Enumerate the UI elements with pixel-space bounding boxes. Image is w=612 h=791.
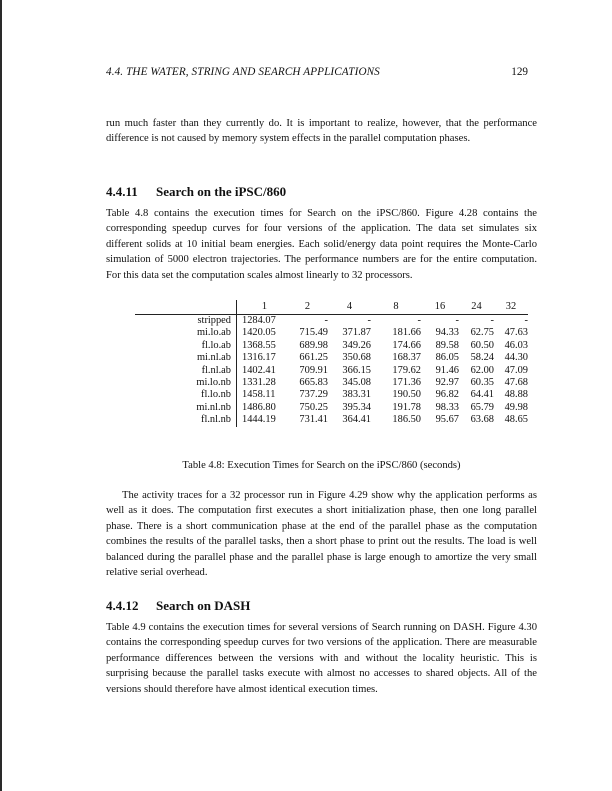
table-cell: 1420.05 bbox=[242, 327, 276, 339]
table-cell: 349.26 bbox=[342, 339, 371, 351]
table-cell: - bbox=[367, 315, 371, 326]
table-cell: 366.15 bbox=[342, 364, 371, 376]
page-number: 129 bbox=[511, 66, 528, 78]
row-label: mi.nl.ab bbox=[135, 352, 237, 364]
running-title: 4.4. THE WATER, STRING AND SEARCH APPLICATIONS bbox=[106, 66, 380, 78]
table-cell: 168.37 bbox=[392, 352, 421, 364]
table-header-row bbox=[135, 300, 528, 315]
table-caption: Table 4.8: Execution Times for Search on the iPSC/860 (seconds) bbox=[182, 460, 461, 471]
table-cell: 1331.28 bbox=[242, 377, 276, 389]
row-label: stripped bbox=[135, 315, 237, 328]
table-cell: 47.68 bbox=[504, 377, 528, 389]
table-cell: 1284.07 bbox=[242, 315, 276, 326]
table-row bbox=[135, 402, 528, 414]
table-row bbox=[135, 414, 528, 426]
page-binding-edge bbox=[0, 0, 2, 791]
table-cell: 94.33 bbox=[435, 327, 459, 339]
column-header: 8 bbox=[393, 301, 399, 312]
table-corner-cell bbox=[135, 300, 237, 315]
column-header: 24 bbox=[471, 301, 482, 312]
paragraph-dash-description: Table 4.9 contains the execution times for several versions of Search running on DASH. Figure 4.30 contains the corresponding speedup curves for two versions of the application. There are measurable performance differences between the versions with and without the locality heuristic. This is surprising because the parallel tasks execute with almost no accesses to shared objects. All of the versions should therefore have almost identical execution times. bbox=[106, 622, 537, 695]
table-cell: 174.66 bbox=[392, 339, 421, 351]
table-row bbox=[135, 340, 528, 352]
table-cell: 191.78 bbox=[392, 401, 421, 413]
table-cell: 731.41 bbox=[299, 414, 328, 426]
row-label: mi.lo.ab bbox=[135, 327, 237, 339]
section-title: Search on DASH bbox=[156, 598, 251, 613]
table-cell: 58.24 bbox=[470, 352, 494, 364]
table-cell: 86.05 bbox=[435, 352, 459, 364]
table-cell: 91.46 bbox=[435, 364, 459, 376]
paragraph-ipsc-description: Table 4.8 contains the execution times for Search on the iPSC/860. Figure 4.28 contains the corresponding speedup curves for four versions of the application. The data set simulates six different solids at 10 initial beam energies. Each solid/energy data point requires the Monte-Carlo simulation of 5000 electron trajectories. The performance numbers are for the entire computation. For this data set the computation scales almost linearly to 32 processors. bbox=[106, 208, 537, 281]
table-cell: 62.00 bbox=[470, 364, 494, 376]
table-cell: 92.97 bbox=[435, 377, 459, 389]
table-cell: 171.36 bbox=[392, 377, 421, 389]
table-cell: 665.83 bbox=[299, 377, 328, 389]
table-cell: 46.03 bbox=[504, 339, 528, 351]
row-label: fl.nl.ab bbox=[135, 365, 237, 377]
table-cell: 186.50 bbox=[392, 414, 421, 426]
table-cell: 661.25 bbox=[299, 352, 328, 364]
column-header: 4 bbox=[346, 301, 353, 312]
table-cell: 395.34 bbox=[342, 401, 371, 413]
paragraph-activity-traces: The activity traces for a 32 processor run in Figure 4.29 show why the application performs as well as it does. The computation first executes a short initialization phase, then one long parallel phase. There is a short communication phase at the end of the parallel phase as the computation combines the results of the parallel tasks, then a short phase to print out the results. The load is well balanced during the parallel phase and the parallel phase is large enough to amortize the very small relative serial overhead. bbox=[106, 490, 537, 579]
table-cell: 98.33 bbox=[435, 401, 459, 413]
table-cell: 65.79 bbox=[470, 401, 494, 413]
section-number: 4.4.11 bbox=[106, 184, 138, 199]
table-cell: 47.09 bbox=[504, 364, 528, 376]
table-cell: 1444.19 bbox=[242, 414, 276, 426]
table-cell: 48.65 bbox=[504, 414, 528, 426]
table-cell: - bbox=[455, 315, 459, 326]
table-cell: 181.66 bbox=[392, 327, 421, 339]
table-cell: 190.50 bbox=[392, 389, 421, 401]
running-header bbox=[106, 66, 528, 82]
table-cell: 48.88 bbox=[504, 389, 528, 401]
execution-times-table bbox=[135, 300, 528, 427]
table-row bbox=[135, 315, 528, 328]
table-row bbox=[135, 389, 528, 401]
table-cell: - bbox=[524, 315, 528, 326]
table-cell: 1368.55 bbox=[242, 339, 276, 351]
table-cell: 689.98 bbox=[299, 339, 328, 351]
table-cell: 60.50 bbox=[470, 339, 494, 351]
table-cell: 44.30 bbox=[504, 352, 528, 364]
table-cell: 47.63 bbox=[504, 327, 528, 339]
table-cell: 383.31 bbox=[342, 389, 371, 401]
table-row bbox=[135, 377, 528, 389]
table-cell: 64.41 bbox=[470, 389, 494, 401]
table-row bbox=[135, 365, 528, 377]
table-row bbox=[135, 327, 528, 339]
table-cell: 96.82 bbox=[435, 389, 459, 401]
table-cell: 63.68 bbox=[470, 414, 494, 426]
section-heading-dash bbox=[106, 598, 537, 614]
section-heading-ipsc bbox=[106, 184, 537, 200]
table-cell: 345.08 bbox=[342, 377, 371, 389]
table-cell: - bbox=[324, 315, 328, 326]
table-cell: 1316.17 bbox=[242, 352, 276, 364]
row-label: mi.lo.nb bbox=[135, 377, 237, 389]
table-cell: 179.62 bbox=[392, 364, 421, 376]
column-header: 2 bbox=[304, 301, 311, 312]
column-header: 32 bbox=[505, 301, 517, 312]
table-cell: 737.29 bbox=[299, 389, 328, 401]
table-cell: 371.87 bbox=[342, 327, 371, 339]
table-cell: 60.35 bbox=[470, 377, 494, 389]
row-label: fl.lo.nb bbox=[135, 389, 237, 401]
section-title: Search on the iPSC/860 bbox=[156, 184, 287, 199]
table-cell: 350.68 bbox=[342, 352, 371, 364]
column-header: 1 bbox=[261, 301, 268, 312]
row-label: fl.lo.ab bbox=[135, 340, 237, 352]
table-cell: 750.25 bbox=[299, 401, 328, 413]
table-cell: 715.49 bbox=[299, 327, 328, 339]
column-header: 16 bbox=[434, 301, 446, 312]
table-cell: - bbox=[490, 315, 494, 326]
table-cell: 1402.41 bbox=[242, 364, 276, 376]
table-cell: 709.91 bbox=[299, 364, 328, 376]
table-cell: 89.58 bbox=[435, 339, 459, 351]
section-number: 4.4.12 bbox=[106, 598, 139, 613]
table-cell: 95.67 bbox=[435, 414, 459, 426]
table-cell: 62.75 bbox=[470, 327, 494, 339]
table-cell: - bbox=[417, 315, 421, 326]
table-cell: 1486.80 bbox=[242, 401, 276, 413]
paragraph-intro: run much faster than they currently do. It is important to realize, however, that the performance difference is not caused by memory system effects in the parallel computation phases. bbox=[106, 118, 537, 145]
row-label: mi.nl.nb bbox=[135, 402, 237, 414]
table-cell: 364.41 bbox=[342, 414, 371, 426]
row-label: fl.nl.nb bbox=[135, 414, 237, 426]
table-row bbox=[135, 352, 528, 364]
table-cell: 1458.11 bbox=[242, 389, 276, 401]
table-cell: 49.98 bbox=[504, 401, 528, 413]
